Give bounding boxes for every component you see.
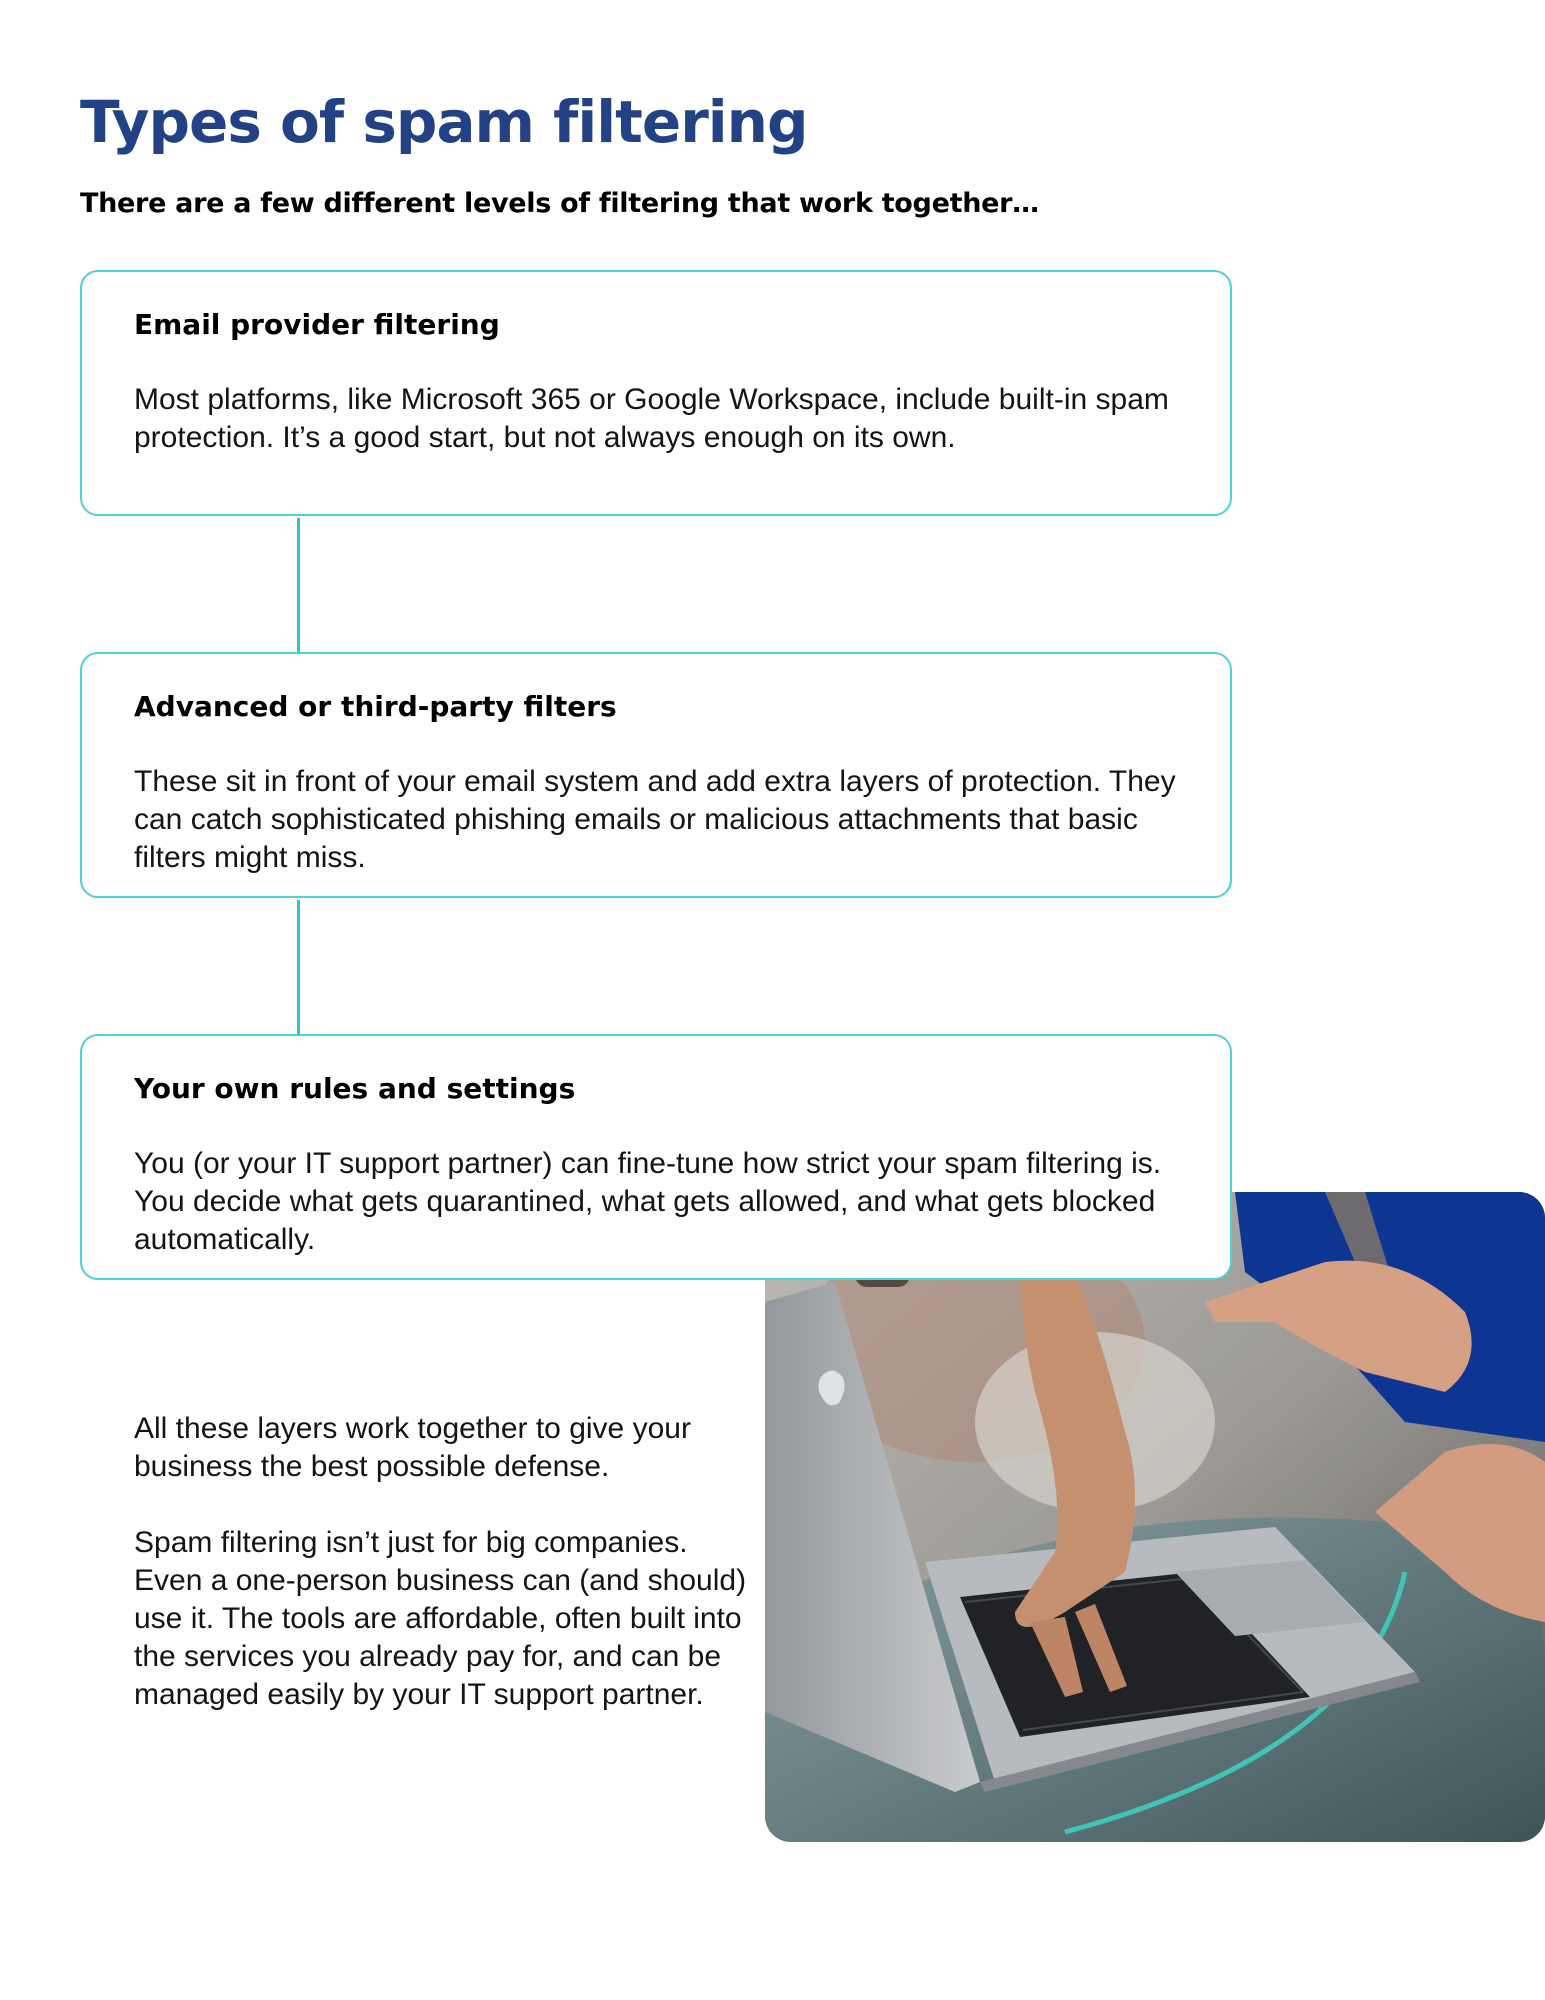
card-email-provider-filtering	[80, 270, 1232, 516]
closing-paragraph-1: All these layers work together to give your business the best possible defense.	[134, 1412, 691, 1483]
card-third-party-filters	[80, 652, 1232, 898]
card-title: Your own rules and settings	[134, 1072, 576, 1105]
card-title: Email provider filtering	[134, 308, 500, 341]
card-body: You (or your IT support partner) can fine-tune how strict your spam filtering is. You decide what gets quarantined, what gets allowed, and what gets blocked automatically.	[134, 1147, 1162, 1256]
connector-line-2	[297, 900, 300, 1035]
closing-text	[134, 1410, 754, 1752]
laptop-photo	[765, 1192, 1545, 1842]
connector-line-1	[297, 518, 300, 653]
card-body: These sit in front of your email system and add extra layers of protection. They can catch sophisticated phishing emails or malicious attachments that basic filters might miss.	[134, 765, 1176, 874]
page-subtitle: There are a few different levels of filtering that work together…	[80, 188, 1039, 219]
closing-paragraph-2: Spam filtering isn’t just for big companies. Even a one-person business can (and should) use it. The tools are affordable, often built into the services you already pay for, and can be managed easily by your IT support partner.	[134, 1526, 747, 1711]
card-body: Most platforms, like Microsoft 365 or Google Workspace, include built-in spam protection. It’s a good start, but not always enough on its own.	[134, 383, 1169, 454]
page-title: Types of spam filtering	[80, 88, 808, 156]
card-own-rules-settings	[80, 1034, 1232, 1280]
card-title: Advanced or third-party filters	[134, 690, 617, 723]
